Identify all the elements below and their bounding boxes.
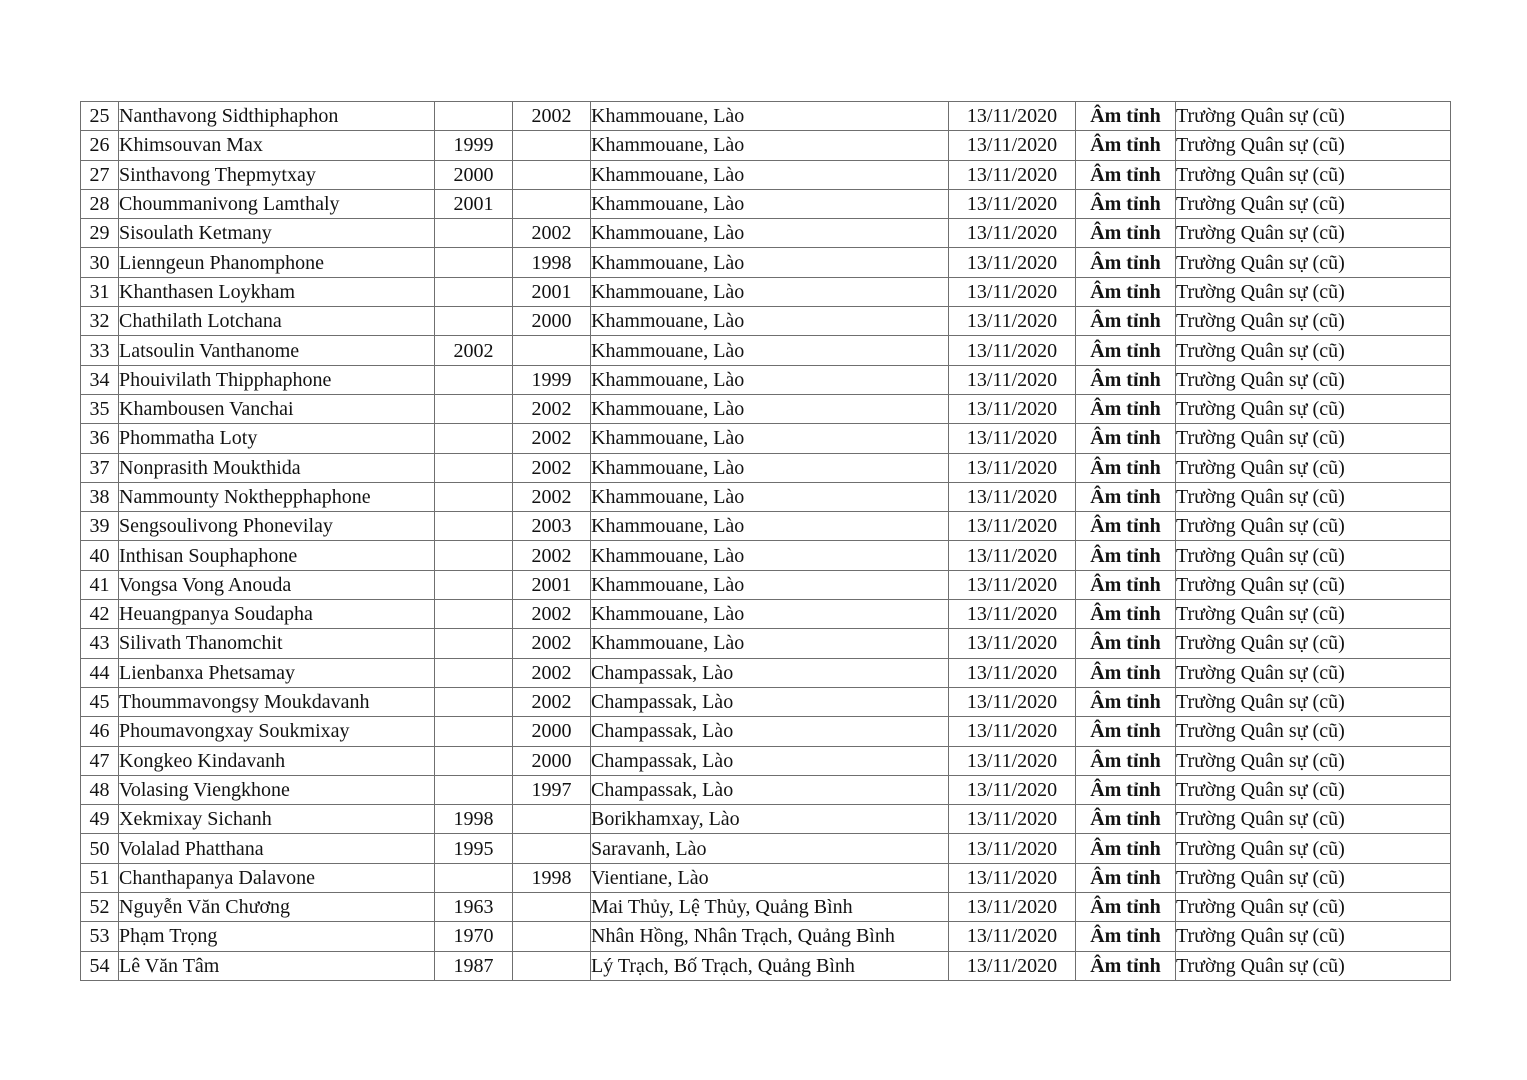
table-row — [81, 307, 1451, 336]
cell-address: Champassak, Lào — [591, 658, 949, 687]
cell-test-result: Âm tỉnh — [1076, 394, 1176, 423]
cell-address: Khammouane, Lào — [591, 219, 949, 248]
cell-test-result: Âm tỉnh — [1076, 336, 1176, 365]
cell-test-date: 13/11/2020 — [949, 863, 1076, 892]
cell-birth-year-b — [513, 160, 591, 189]
cell-full-name: Volalad Phatthana — [119, 834, 435, 863]
table-row — [81, 394, 1451, 423]
cell-unit: Trường Quân sự (cũ) — [1176, 131, 1451, 160]
cell-test-date: 13/11/2020 — [949, 541, 1076, 570]
cell-birth-year-b — [513, 893, 591, 922]
cell-test-result: Âm tỉnh — [1076, 219, 1176, 248]
cell-row-number: 54 — [81, 951, 119, 980]
cell-row-number: 50 — [81, 834, 119, 863]
cell-unit: Trường Quân sự (cũ) — [1176, 805, 1451, 834]
table-row — [81, 277, 1451, 306]
cell-full-name: Sengsoulivong Phonevilay — [119, 512, 435, 541]
cell-unit: Trường Quân sự (cũ) — [1176, 248, 1451, 277]
cell-birth-year-a — [435, 307, 513, 336]
cell-birth-year-a — [435, 775, 513, 804]
cell-row-number: 46 — [81, 717, 119, 746]
cell-unit: Trường Quân sự (cũ) — [1176, 717, 1451, 746]
cell-birth-year-a: 1998 — [435, 805, 513, 834]
cell-row-number: 41 — [81, 570, 119, 599]
cell-unit: Trường Quân sự (cũ) — [1176, 570, 1451, 599]
table-row — [81, 453, 1451, 482]
cell-birth-year-a: 2000 — [435, 160, 513, 189]
cell-test-result: Âm tỉnh — [1076, 775, 1176, 804]
cell-address: Khammouane, Lào — [591, 482, 949, 511]
cell-unit: Trường Quân sự (cũ) — [1176, 307, 1451, 336]
cell-row-number: 53 — [81, 922, 119, 951]
cell-row-number: 32 — [81, 307, 119, 336]
cell-unit: Trường Quân sự (cũ) — [1176, 394, 1451, 423]
cell-test-result: Âm tỉnh — [1076, 160, 1176, 189]
cell-test-date: 13/11/2020 — [949, 277, 1076, 306]
cell-test-result: Âm tỉnh — [1076, 687, 1176, 716]
cell-full-name: Heuangpanya Soudapha — [119, 600, 435, 629]
cell-full-name: Lienngeun Phanomphone — [119, 248, 435, 277]
cell-full-name: Choummanivong Lamthaly — [119, 189, 435, 218]
cell-birth-year-b — [513, 336, 591, 365]
cell-full-name: Khimsouvan Max — [119, 131, 435, 160]
cell-test-date: 13/11/2020 — [949, 805, 1076, 834]
cell-unit: Trường Quân sự (cũ) — [1176, 102, 1451, 131]
table-row — [81, 365, 1451, 394]
cell-unit: Trường Quân sự (cũ) — [1176, 219, 1451, 248]
cell-row-number: 45 — [81, 687, 119, 716]
cell-row-number: 42 — [81, 600, 119, 629]
cell-address: Khammouane, Lào — [591, 277, 949, 306]
cell-birth-year-b: 2002 — [513, 658, 591, 687]
cell-test-result: Âm tỉnh — [1076, 951, 1176, 980]
table-row — [81, 805, 1451, 834]
cell-birth-year-a — [435, 424, 513, 453]
table-row — [81, 863, 1451, 892]
table-row — [81, 629, 1451, 658]
table-row — [81, 336, 1451, 365]
cell-birth-year-a — [435, 482, 513, 511]
cell-test-result: Âm tỉnh — [1076, 863, 1176, 892]
cell-row-number: 39 — [81, 512, 119, 541]
table-row — [81, 893, 1451, 922]
cell-birth-year-a: 1963 — [435, 893, 513, 922]
cell-test-date: 13/11/2020 — [949, 248, 1076, 277]
cell-row-number: 35 — [81, 394, 119, 423]
cell-birth-year-a — [435, 394, 513, 423]
cell-birth-year-b: 1997 — [513, 775, 591, 804]
cell-test-date: 13/11/2020 — [949, 951, 1076, 980]
cell-test-result: Âm tỉnh — [1076, 189, 1176, 218]
cell-address: Khammouane, Lào — [591, 394, 949, 423]
test-results-table — [80, 101, 1451, 981]
cell-row-number: 28 — [81, 189, 119, 218]
cell-full-name: Khanthasen Loykham — [119, 277, 435, 306]
cell-full-name: Phommatha Loty — [119, 424, 435, 453]
cell-unit: Trường Quân sự (cũ) — [1176, 775, 1451, 804]
cell-test-date: 13/11/2020 — [949, 512, 1076, 541]
cell-test-date: 13/11/2020 — [949, 658, 1076, 687]
cell-full-name: Sinthavong Thepmytxay — [119, 160, 435, 189]
table-row — [81, 570, 1451, 599]
cell-test-date: 13/11/2020 — [949, 336, 1076, 365]
cell-address: Khammouane, Lào — [591, 600, 949, 629]
cell-birth-year-b: 2002 — [513, 600, 591, 629]
cell-test-date: 13/11/2020 — [949, 629, 1076, 658]
cell-birth-year-a: 2001 — [435, 189, 513, 218]
cell-address: Mai Thủy, Lệ Thủy, Quảng Bình — [591, 893, 949, 922]
cell-test-date: 13/11/2020 — [949, 482, 1076, 511]
cell-birth-year-b: 2003 — [513, 512, 591, 541]
cell-address: Champassak, Lào — [591, 775, 949, 804]
table-row — [81, 160, 1451, 189]
cell-full-name: Phoumavongxay Soukmixay — [119, 717, 435, 746]
cell-test-result: Âm tỉnh — [1076, 541, 1176, 570]
cell-test-date: 13/11/2020 — [949, 570, 1076, 599]
cell-birth-year-b: 2001 — [513, 277, 591, 306]
cell-row-number: 33 — [81, 336, 119, 365]
table-row — [81, 512, 1451, 541]
table-row — [81, 189, 1451, 218]
cell-birth-year-a — [435, 600, 513, 629]
cell-birth-year-a — [435, 453, 513, 482]
cell-birth-year-a — [435, 365, 513, 394]
cell-birth-year-a — [435, 717, 513, 746]
cell-birth-year-b — [513, 951, 591, 980]
cell-row-number: 31 — [81, 277, 119, 306]
cell-test-result: Âm tỉnh — [1076, 277, 1176, 306]
cell-unit: Trường Quân sự (cũ) — [1176, 893, 1451, 922]
cell-row-number: 44 — [81, 658, 119, 687]
cell-row-number: 37 — [81, 453, 119, 482]
cell-birth-year-a — [435, 658, 513, 687]
cell-birth-year-b: 2000 — [513, 746, 591, 775]
cell-unit: Trường Quân sự (cũ) — [1176, 629, 1451, 658]
cell-birth-year-a: 2002 — [435, 336, 513, 365]
cell-full-name: Thoummavongsy Moukdavanh — [119, 687, 435, 716]
cell-birth-year-b: 2002 — [513, 453, 591, 482]
cell-full-name: Sisoulath Ketmany — [119, 219, 435, 248]
cell-row-number: 52 — [81, 893, 119, 922]
table-row — [81, 102, 1451, 131]
cell-test-result: Âm tỉnh — [1076, 131, 1176, 160]
cell-full-name: Lienbanxa Phetsamay — [119, 658, 435, 687]
cell-test-date: 13/11/2020 — [949, 189, 1076, 218]
cell-unit: Trường Quân sự (cũ) — [1176, 424, 1451, 453]
cell-address: Champassak, Lào — [591, 717, 949, 746]
cell-test-date: 13/11/2020 — [949, 893, 1076, 922]
cell-full-name: Volasing Viengkhone — [119, 775, 435, 804]
table-row — [81, 687, 1451, 716]
cell-row-number: 30 — [81, 248, 119, 277]
cell-row-number: 49 — [81, 805, 119, 834]
cell-row-number: 51 — [81, 863, 119, 892]
cell-full-name: Lê Văn Tâm — [119, 951, 435, 980]
cell-address: Khammouane, Lào — [591, 307, 949, 336]
cell-test-date: 13/11/2020 — [949, 365, 1076, 394]
cell-address: Saravanh, Lào — [591, 834, 949, 863]
cell-test-date: 13/11/2020 — [949, 717, 1076, 746]
cell-unit: Trường Quân sự (cũ) — [1176, 541, 1451, 570]
cell-test-date: 13/11/2020 — [949, 219, 1076, 248]
cell-birth-year-b: 1998 — [513, 248, 591, 277]
table-row — [81, 424, 1451, 453]
results-table-body — [81, 102, 1451, 981]
cell-address: Khammouane, Lào — [591, 629, 949, 658]
cell-birth-year-a: 1987 — [435, 951, 513, 980]
cell-test-result: Âm tỉnh — [1076, 102, 1176, 131]
cell-test-date: 13/11/2020 — [949, 394, 1076, 423]
cell-unit: Trường Quân sự (cũ) — [1176, 658, 1451, 687]
cell-test-date: 13/11/2020 — [949, 600, 1076, 629]
cell-birth-year-a — [435, 863, 513, 892]
cell-full-name: Chanthapanya Dalavone — [119, 863, 435, 892]
cell-unit: Trường Quân sự (cũ) — [1176, 453, 1451, 482]
cell-address: Nhân Hồng, Nhân Trạch, Quảng Bình — [591, 922, 949, 951]
cell-row-number: 27 — [81, 160, 119, 189]
cell-row-number: 25 — [81, 102, 119, 131]
cell-row-number: 40 — [81, 541, 119, 570]
cell-unit: Trường Quân sự (cũ) — [1176, 834, 1451, 863]
cell-birth-year-a — [435, 629, 513, 658]
cell-test-result: Âm tỉnh — [1076, 834, 1176, 863]
cell-birth-year-b: 2000 — [513, 717, 591, 746]
cell-unit: Trường Quân sự (cũ) — [1176, 863, 1451, 892]
cell-test-result: Âm tỉnh — [1076, 307, 1176, 336]
cell-test-result: Âm tỉnh — [1076, 512, 1176, 541]
cell-address: Borikhamxay, Lào — [591, 805, 949, 834]
cell-birth-year-a — [435, 570, 513, 599]
cell-test-date: 13/11/2020 — [949, 307, 1076, 336]
cell-birth-year-a: 1970 — [435, 922, 513, 951]
cell-row-number: 34 — [81, 365, 119, 394]
cell-address: Khammouane, Lào — [591, 248, 949, 277]
cell-birth-year-b — [513, 922, 591, 951]
cell-address: Khammouane, Lào — [591, 512, 949, 541]
cell-test-date: 13/11/2020 — [949, 453, 1076, 482]
cell-full-name: Vongsa Vong Anouda — [119, 570, 435, 599]
table-row — [81, 600, 1451, 629]
cell-address: Khammouane, Lào — [591, 570, 949, 599]
cell-row-number: 36 — [81, 424, 119, 453]
cell-full-name: Inthisan Souphaphone — [119, 541, 435, 570]
cell-row-number: 29 — [81, 219, 119, 248]
cell-birth-year-b — [513, 189, 591, 218]
cell-test-result: Âm tỉnh — [1076, 658, 1176, 687]
cell-unit: Trường Quân sự (cũ) — [1176, 482, 1451, 511]
cell-row-number: 43 — [81, 629, 119, 658]
cell-unit: Trường Quân sự (cũ) — [1176, 512, 1451, 541]
cell-address: Khammouane, Lào — [591, 541, 949, 570]
table-row — [81, 775, 1451, 804]
cell-birth-year-b: 2002 — [513, 482, 591, 511]
cell-birth-year-a — [435, 687, 513, 716]
cell-unit: Trường Quân sự (cũ) — [1176, 922, 1451, 951]
cell-test-result: Âm tỉnh — [1076, 365, 1176, 394]
cell-unit: Trường Quân sự (cũ) — [1176, 277, 1451, 306]
cell-unit: Trường Quân sự (cũ) — [1176, 336, 1451, 365]
table-row — [81, 834, 1451, 863]
cell-unit: Trường Quân sự (cũ) — [1176, 687, 1451, 716]
cell-row-number: 26 — [81, 131, 119, 160]
cell-unit: Trường Quân sự (cũ) — [1176, 746, 1451, 775]
cell-full-name: Phouivilath Thipphaphone — [119, 365, 435, 394]
cell-test-result: Âm tỉnh — [1076, 922, 1176, 951]
cell-test-result: Âm tỉnh — [1076, 600, 1176, 629]
table-row — [81, 219, 1451, 248]
cell-address: Khammouane, Lào — [591, 131, 949, 160]
cell-test-date: 13/11/2020 — [949, 160, 1076, 189]
cell-address: Khammouane, Lào — [591, 102, 949, 131]
cell-test-result: Âm tỉnh — [1076, 482, 1176, 511]
cell-birth-year-b: 2002 — [513, 629, 591, 658]
table-row — [81, 922, 1451, 951]
cell-full-name: Nguyễn Văn Chương — [119, 893, 435, 922]
table-row — [81, 541, 1451, 570]
table-row — [81, 746, 1451, 775]
cell-test-result: Âm tỉnh — [1076, 248, 1176, 277]
cell-test-date: 13/11/2020 — [949, 687, 1076, 716]
cell-address: Khammouane, Lào — [591, 365, 949, 394]
cell-full-name: Khambousen Vanchai — [119, 394, 435, 423]
table-row — [81, 131, 1451, 160]
cell-full-name: Xekmixay Sichanh — [119, 805, 435, 834]
cell-birth-year-b — [513, 805, 591, 834]
cell-test-date: 13/11/2020 — [949, 775, 1076, 804]
cell-address: Champassak, Lào — [591, 687, 949, 716]
cell-birth-year-a — [435, 219, 513, 248]
cell-birth-year-b: 2002 — [513, 424, 591, 453]
cell-unit: Trường Quân sự (cũ) — [1176, 365, 1451, 394]
cell-birth-year-b: 1999 — [513, 365, 591, 394]
table-row — [81, 658, 1451, 687]
cell-address: Vientiane, Lào — [591, 863, 949, 892]
cell-birth-year-b: 2001 — [513, 570, 591, 599]
cell-full-name: Phạm Trọng — [119, 922, 435, 951]
cell-unit: Trường Quân sự (cũ) — [1176, 951, 1451, 980]
table-row — [81, 482, 1451, 511]
cell-full-name: Chathilath Lotchana — [119, 307, 435, 336]
cell-full-name: Nonprasith Moukthida — [119, 453, 435, 482]
cell-birth-year-b: 2002 — [513, 687, 591, 716]
cell-full-name: Latsoulin Vanthanome — [119, 336, 435, 365]
cell-birth-year-a — [435, 277, 513, 306]
cell-test-result: Âm tỉnh — [1076, 805, 1176, 834]
cell-full-name: Kongkeo Kindavanh — [119, 746, 435, 775]
cell-birth-year-b: 1998 — [513, 863, 591, 892]
cell-address: Champassak, Lào — [591, 746, 949, 775]
table-row — [81, 717, 1451, 746]
cell-test-result: Âm tỉnh — [1076, 629, 1176, 658]
cell-birth-year-a — [435, 512, 513, 541]
cell-row-number: 38 — [81, 482, 119, 511]
cell-full-name: Nanthavong Sidthiphaphon — [119, 102, 435, 131]
cell-birth-year-b: 2002 — [513, 541, 591, 570]
cell-birth-year-a: 1995 — [435, 834, 513, 863]
cell-test-date: 13/11/2020 — [949, 102, 1076, 131]
cell-row-number: 47 — [81, 746, 119, 775]
cell-address: Lý Trạch, Bố Trạch, Quảng Bình — [591, 951, 949, 980]
cell-birth-year-a — [435, 102, 513, 131]
cell-full-name: Silivath Thanomchit — [119, 629, 435, 658]
cell-unit: Trường Quân sự (cũ) — [1176, 600, 1451, 629]
cell-test-date: 13/11/2020 — [949, 424, 1076, 453]
cell-birth-year-b — [513, 131, 591, 160]
cell-birth-year-b: 2000 — [513, 307, 591, 336]
cell-birth-year-b: 2002 — [513, 219, 591, 248]
cell-test-result: Âm tỉnh — [1076, 717, 1176, 746]
cell-test-result: Âm tỉnh — [1076, 424, 1176, 453]
cell-birth-year-b: 2002 — [513, 394, 591, 423]
table-row — [81, 951, 1451, 980]
cell-test-result: Âm tỉnh — [1076, 453, 1176, 482]
cell-address: Khammouane, Lào — [591, 189, 949, 218]
cell-birth-year-b — [513, 834, 591, 863]
cell-test-date: 13/11/2020 — [949, 922, 1076, 951]
cell-address: Khammouane, Lào — [591, 424, 949, 453]
cell-test-result: Âm tỉnh — [1076, 893, 1176, 922]
cell-address: Khammouane, Lào — [591, 336, 949, 365]
cell-birth-year-a: 1999 — [435, 131, 513, 160]
cell-unit: Trường Quân sự (cũ) — [1176, 160, 1451, 189]
cell-test-date: 13/11/2020 — [949, 131, 1076, 160]
cell-test-date: 13/11/2020 — [949, 834, 1076, 863]
cell-test-result: Âm tỉnh — [1076, 570, 1176, 599]
cell-birth-year-a — [435, 541, 513, 570]
cell-birth-year-a — [435, 746, 513, 775]
cell-unit: Trường Quân sự (cũ) — [1176, 189, 1451, 218]
table-row — [81, 248, 1451, 277]
cell-birth-year-b: 2002 — [513, 102, 591, 131]
cell-address: Khammouane, Lào — [591, 160, 949, 189]
cell-full-name: Nammounty Nokthepphaphone — [119, 482, 435, 511]
cell-address: Khammouane, Lào — [591, 453, 949, 482]
cell-test-result: Âm tỉnh — [1076, 746, 1176, 775]
cell-row-number: 48 — [81, 775, 119, 804]
cell-test-date: 13/11/2020 — [949, 746, 1076, 775]
cell-birth-year-a — [435, 248, 513, 277]
